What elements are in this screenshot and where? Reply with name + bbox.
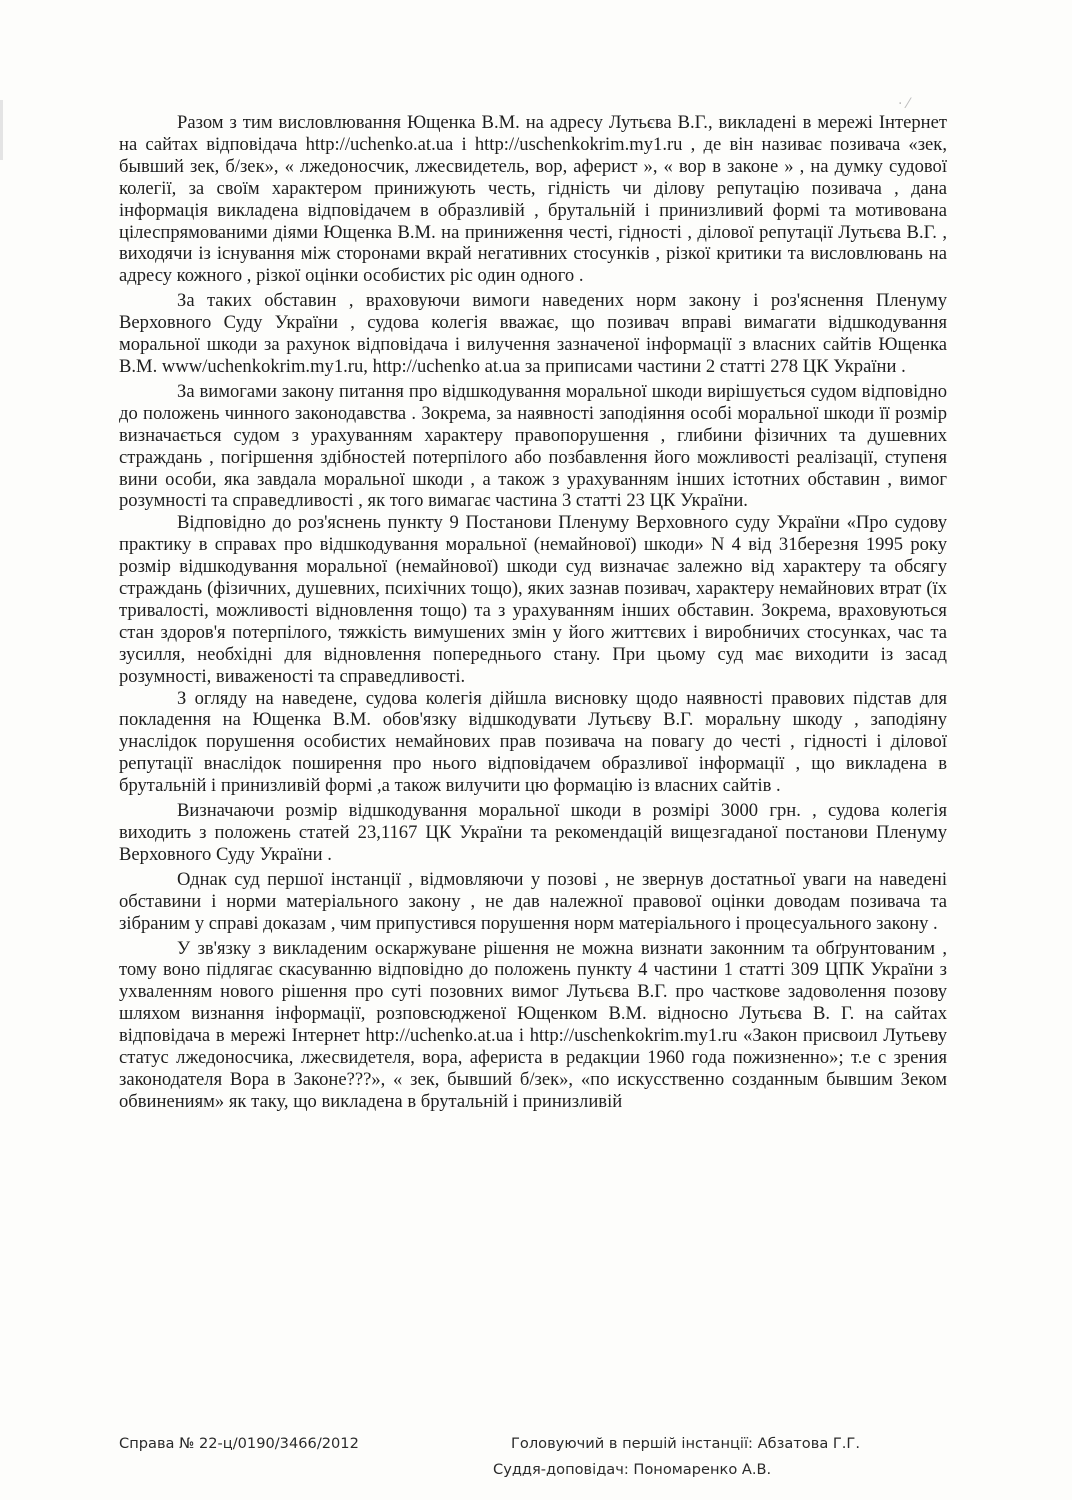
paragraph: Відповідно до роз'яснень пункту 9 Постанови Пленуму Верховного суду України «Про судову практику в справах про відшкодування моральної (немайнової) шкоди» N 4 від 31березня 1995 року розмір відшкодування моральної (немайнової) шкоди суд визначає залежно від характеру та обсягу страждань (фізичних, душевних, психічних тощо), яких зазнав позивач, характеру немайнових втрат (їх тривалості, можливості відновлення тощо) та з урахуванням інших обставин. Зокрема, враховуються стан здоров'я потерпілого, тяжкість вимушених змін у його життєвих і виробничих стосунках, час та зусилля, необхідні для відновлення попереднього стану. При цьому суд має виходити із засад розумності, виваженості та справедливості. (119, 512, 947, 687)
reporting-judge: Суддя-доповідач: Пономаренко А.В. (493, 1461, 772, 1478)
case-number: Справа № 22-ц/0190/3466/2012 (119, 1435, 359, 1452)
paragraph: За вимогами закону питання про відшкодування моральної шкоди вирішується судом відповідно до положень чинного законодавства . Зокрема, за наявності заподіяння особі моральної шкоди її розмір визначається судом з урахуванням характеру правопорушення , глибини фізичних та душевних страждань , погіршення здібностей потерпілого або позбавлення його можливості реалізації, ступеня вини особи, яка завдала моральної шкоди , а також з урахуванням інших істотних обставин , вимог розумності та справедливості , як того вимагає частина 3 статті 23 ЦК України. (119, 380, 947, 512)
paragraph: За таких обставин , враховуючи вимоги наведених норм закону і роз'яснення Пленуму Верховного Суду України , судова колегія вважає, що позивач вправі вимагати відшкодування моральної шкоди за рахунок відповідача і вилучення зазначеної інформації з власних сайтів Ющенка В.М. www/uchenkokrim.my1.ru, http://uchenko at.ua за приписами частини 2 статті 278 ЦК України . (119, 290, 947, 377)
scan-artifact-mark: · ⁄ (898, 96, 910, 112)
paragraph: З огляду на наведене, судова колегія дійшла висновку щодо наявності правових підстав для покладення на Ющенка В.М. обов'язку відшкодувати Лутьєву В.Г. моральну шкоду , заподіяну унаслідок порушення особистих немайнових прав позивача на повагу до честі , гідності і ділової репутації внаслідок поширення про нього відповідачем образливої інформації , що викладена в брутальній і принизливій формі ,а також вилучити цю формацію із власних сайтів . (119, 687, 947, 797)
page-footer (119, 1432, 959, 1492)
paragraph: Разом з тим висловлювання Ющенка В.М. на адресу Лутьєва В.Г., викладені в мережі Інтернет на сайтах відповідача http://uchenko.at.ua і http://uschenkokrim.my1.ru , де він називає позивача «зек, бывший зек, б/зек», « лжедоносчик, лжесвидетель, вор, аферист », « вор в законе » , на думку судової колегії, за своїм характером принижують честь, гідність чи ділову репутацію позивача , дана інформація викладена відповідачем в образливій , брутальній і принизливий формі та мотивована цілеспрямованими діями Ющенка В.М. на приниження честі, гідності , ділової репутації Лутьєва В.Г. , виходячи із існування між сторонами вкрай негативних стосунків , різкої критики та висловлювань на адресу кожного , різкої оцінки особистих ріс один одного . (119, 112, 947, 287)
paragraph: Однак суд першої інстанції , відмовляючи у позові , не звернув достатньої уваги на наведені обставини і норми матеріального закону , не дав належної правової оцінки доводам позивача та зібраним у справі доказам , чим припустився порушення норм матеріального і процесуального закону . (119, 868, 947, 934)
scan-margin-mark (0, 100, 3, 160)
paragraph: Визначаючи розмір відшкодування моральної шкоди в розмірі 3000 грн. , судова колегія виходить з положень статей 23,1167 ЦК України та рекомендацій вищезгаданої постанови Пленуму Верховного Суду України . (119, 800, 947, 865)
presiding-judge: Головуючий в першій інстанції: Абзатова Г.Г. (511, 1435, 860, 1452)
document-body (119, 112, 947, 1113)
paragraph: У зв'язку з викладеним оскаржуване рішення не можна визнати законним та обґрунтованим , тому воно підлягає скасуванню відповідно до положень пункту 4 частини 1 статті 309 ЦПК України з ухваленням нового рішення про суті позовних вимог Лутьєва В.Г. про часткове задоволення позову шляхом визнання інформації, розповсюдженої Ющенком В.М. відносно Лутьєва В. Г. на сайтах відповідача в мережі Інтернет http://uchenko.at.ua і http://uschenkokrim.my1.ru «Закон присвоил Лутьеву статус лжедоносчика, лжесвидетеля, вора, афериста в редакции 1960 года пожизненно»; т.е с зрения законодателя Вора в Законе???», « зек, бывший б/зек», «по искусственно созданным бывшим Зеком обвинениям» як таку, що викладена в брутальній і принизливій (119, 937, 947, 1112)
